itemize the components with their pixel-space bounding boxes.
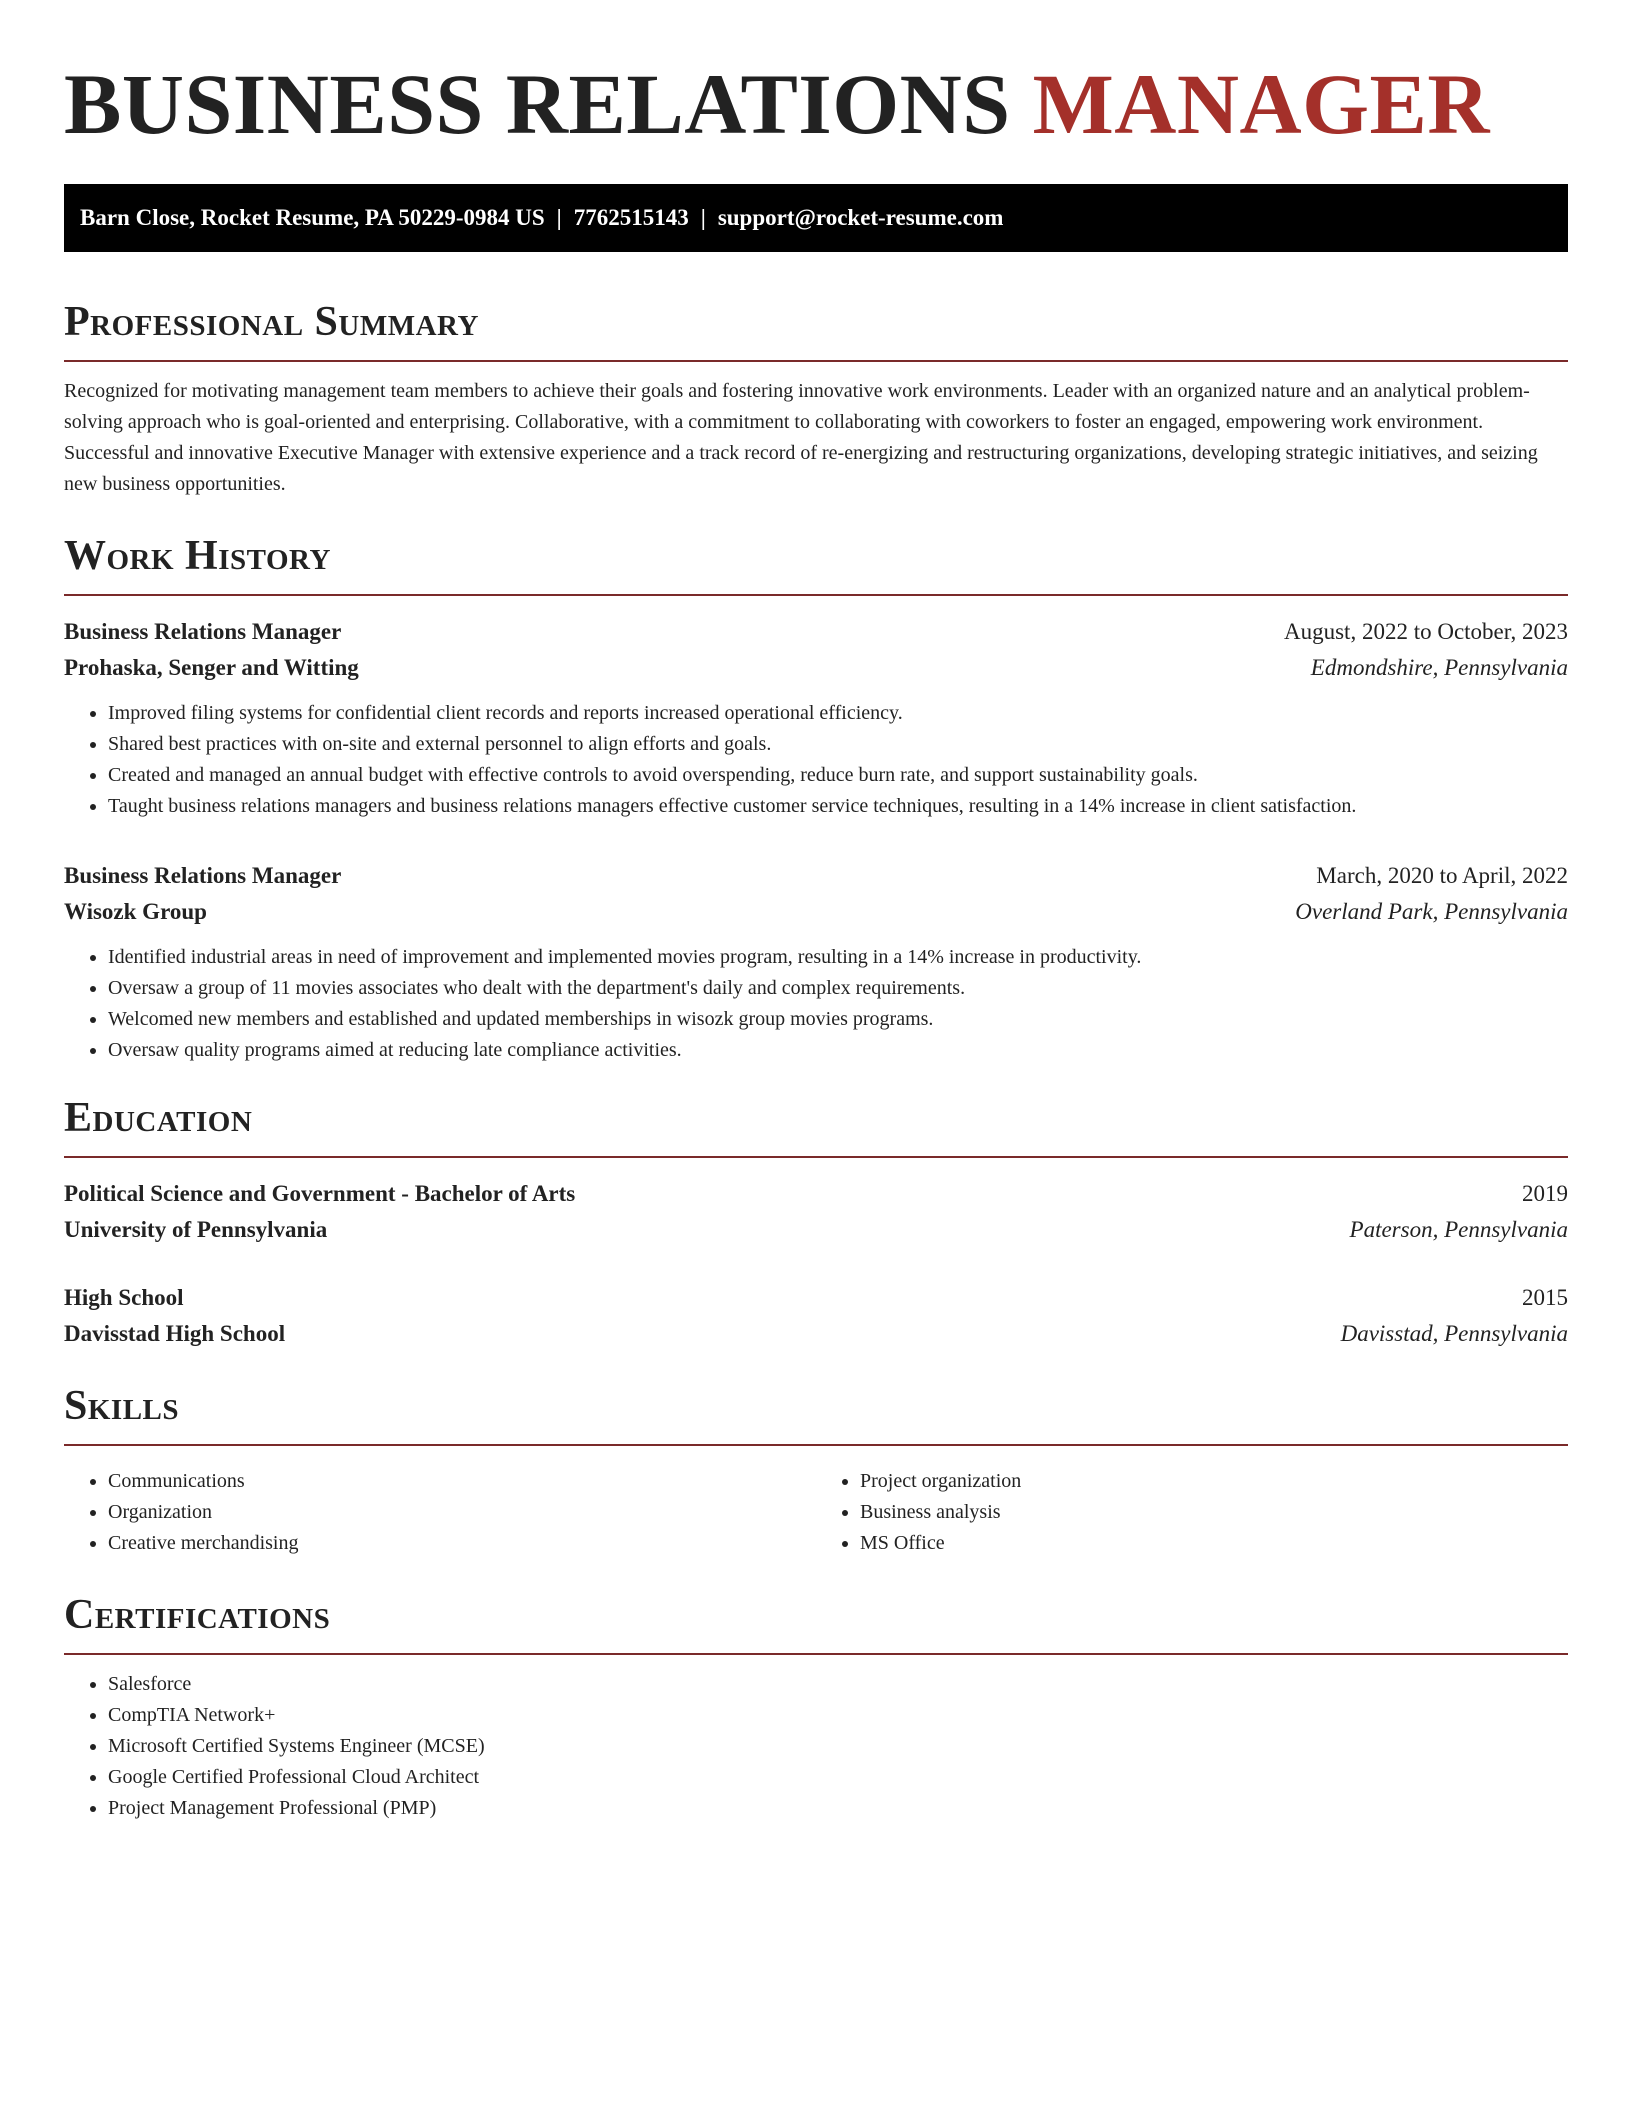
job-dates: August, 2022 to October, 2023 xyxy=(1284,619,1568,644)
education-entry xyxy=(64,1176,1568,1248)
list-item: • Business analysis xyxy=(860,1497,1568,1528)
job-company: Wisozk Group xyxy=(64,899,207,924)
job-title-row xyxy=(64,614,1568,650)
section-divider xyxy=(64,1156,1568,1158)
education-title: Education xyxy=(64,1095,253,1141)
job-location: Edmondshire, Pennsylvania xyxy=(1310,655,1568,680)
job-location: Overland Park, Pennsylvania xyxy=(1295,899,1568,924)
section-divider xyxy=(64,360,1568,362)
skills-list-left xyxy=(64,1466,816,1559)
job-entry xyxy=(64,614,1568,822)
list-item: • MS Office xyxy=(860,1528,1568,1559)
resume-name-heading xyxy=(64,56,1568,152)
education-entry xyxy=(64,1280,1568,1352)
degree-row xyxy=(64,1176,1568,1212)
section-divider xyxy=(64,594,1568,596)
contact-bar xyxy=(64,184,1568,252)
skills-title: Skills xyxy=(64,1383,180,1429)
work-history-title: Work History xyxy=(64,533,331,579)
list-item: • Organization xyxy=(108,1497,816,1528)
degree-year: 2015 xyxy=(1522,1285,1568,1310)
job-bullets xyxy=(64,942,1568,1066)
list-item: • Oversaw a group of 11 movies associates who dealt with the department's daily and complex requirements. xyxy=(108,973,1568,1004)
job-company-row xyxy=(64,894,1568,930)
degree-row xyxy=(64,1280,1568,1316)
list-item: • Creative merchandising xyxy=(108,1528,816,1559)
list-item: • Improved filing systems for confidential client records and reports increased operational efficiency. xyxy=(108,698,1568,729)
list-item: • Taught business relations managers and business relations managers effective customer service techniques, resulting in a 14% increase in client satisfaction. xyxy=(108,791,1568,822)
school-location: Paterson, Pennsylvania xyxy=(1349,1217,1568,1242)
job-role: Business Relations Manager xyxy=(64,863,342,888)
contact-phone: 7762515143 xyxy=(573,205,689,230)
work-history-section xyxy=(64,530,1568,1066)
job-title-row xyxy=(64,858,1568,894)
list-item: • Microsoft Certified Systems Engineer (MCSE) xyxy=(108,1731,1568,1762)
certifications-section xyxy=(64,1589,1568,1824)
list-item: • Salesforce xyxy=(108,1669,1568,1700)
school-name: University of Pennsylvania xyxy=(64,1217,328,1242)
skills-list-right xyxy=(816,1466,1568,1559)
job-company: Prohaska, Senger and Witting xyxy=(64,655,359,680)
list-item: • Project Management Professional (PMP) xyxy=(108,1793,1568,1824)
list-item: • Identified industrial areas in need of improvement and implemented movies program, resulting in a 14% increase in productivity. xyxy=(108,942,1568,973)
summary-section xyxy=(64,296,1568,500)
skills-columns xyxy=(64,1460,1568,1559)
contact-separator: | xyxy=(556,205,562,230)
list-item: • Welcomed new members and established and updated memberships in wisozk group movies programs. xyxy=(108,1004,1568,1035)
list-item: • Project organization xyxy=(860,1466,1568,1497)
summary-text: Recognized for motivating management team members to achieve their goals and fostering innovative work environments. Leader with an organized nature and an analytical problem-solving approach who is goal-oriented and enterprising. Collaborative, with a commitment to collaborating with coworkers to foster an engaged, empowering work environment. Successful and innovative Executive Manager with extensive experience and a track record of re-energizing and restructuring organizations, developing strategic initiatives, and seizing new business opportunities. xyxy=(64,380,1538,495)
certifications-list xyxy=(64,1669,1568,1824)
skills-section xyxy=(64,1380,1568,1559)
contact-separator: | xyxy=(700,205,706,230)
section-divider xyxy=(64,1653,1568,1655)
degree-year: 2019 xyxy=(1522,1181,1568,1206)
school-row xyxy=(64,1212,1568,1248)
list-item: • Google Certified Professional Cloud Architect xyxy=(108,1762,1568,1793)
contact-email: support@rocket-resume.com xyxy=(717,205,1004,230)
job-bullets xyxy=(64,698,1568,822)
school-location: Davisstad, Pennsylvania xyxy=(1340,1321,1568,1346)
summary-title: Professional Summary xyxy=(64,299,479,345)
list-item: • Communications xyxy=(108,1466,816,1497)
job-company-row xyxy=(64,650,1568,686)
education-section xyxy=(64,1092,1568,1352)
name-accent: MANAGER xyxy=(1032,56,1490,152)
job-role: Business Relations Manager xyxy=(64,619,342,644)
school-name: Davisstad High School xyxy=(64,1321,286,1346)
job-dates: March, 2020 to April, 2022 xyxy=(1316,863,1568,888)
list-item: • Oversaw quality programs aimed at reducing late compliance activities. xyxy=(108,1035,1568,1066)
degree-name: Political Science and Government - Bachelor of Arts xyxy=(64,1181,576,1206)
contact-address: Barn Close, Rocket Resume, PA 50229-0984 US xyxy=(80,205,545,230)
list-item: • Shared best practices with on-site and external personnel to align efforts and goals. xyxy=(108,729,1568,760)
degree-name: High School xyxy=(64,1285,184,1310)
list-item: • CompTIA Network+ xyxy=(108,1700,1568,1731)
list-item: • Created and managed an annual budget with effective controls to avoid overspending, reduce burn rate, and support sustainability goals. xyxy=(108,760,1568,791)
job-entry xyxy=(64,858,1568,1066)
certifications-title: Certifications xyxy=(64,1592,331,1638)
name-main: BUSINESS RELATIONS xyxy=(64,56,1011,152)
section-divider xyxy=(64,1444,1568,1446)
school-row xyxy=(64,1316,1568,1352)
